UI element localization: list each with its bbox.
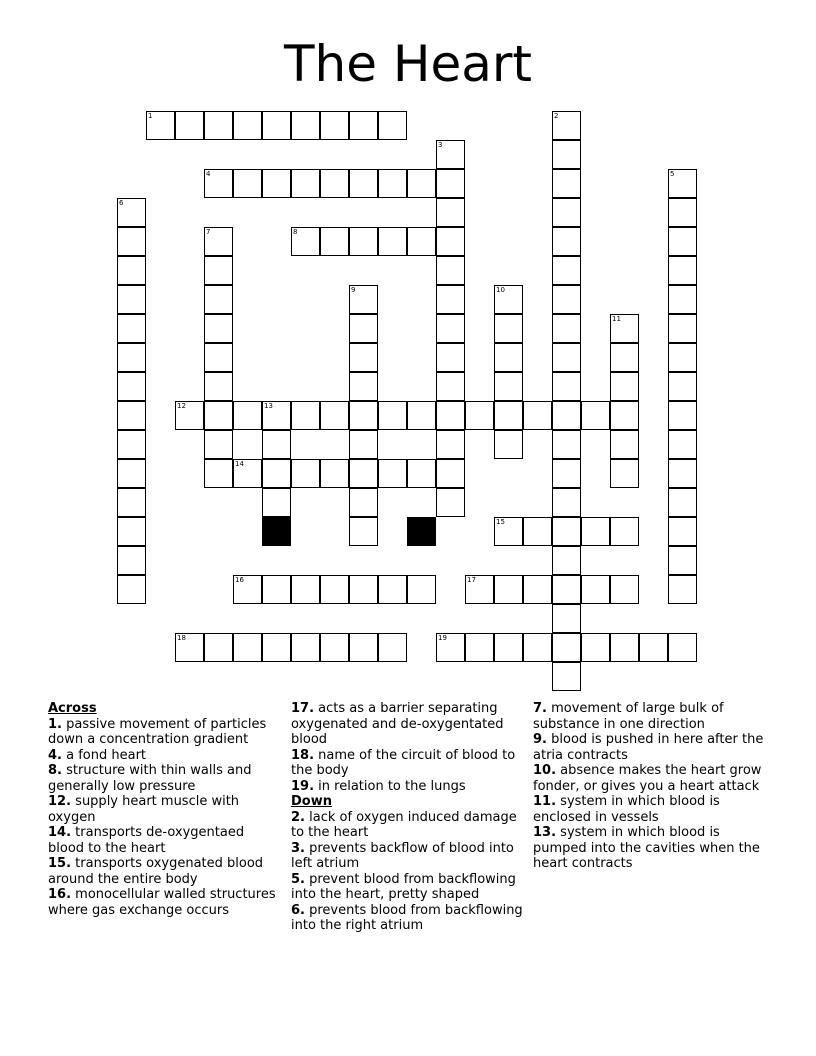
grid-cell[interactable] [668, 575, 697, 604]
grid-cell[interactable] [610, 633, 639, 662]
grid-cell[interactable] [262, 169, 291, 198]
grid-cell[interactable] [204, 111, 233, 140]
grid-cell[interactable] [552, 140, 581, 169]
grid-cell[interactable] [320, 575, 349, 604]
grid-cell[interactable] [117, 546, 146, 575]
grid-cell[interactable] [668, 343, 697, 372]
grid-cell[interactable] [523, 575, 552, 604]
grid-cell[interactable] [552, 662, 581, 691]
grid-cell[interactable] [117, 198, 146, 227]
clue-number: 18 [177, 634, 186, 642]
grid-cell[interactable] [117, 517, 146, 546]
grid-cell[interactable] [552, 285, 581, 314]
clue-item [533, 825, 769, 872]
grid-cell[interactable] [204, 314, 233, 343]
grid-cell[interactable] [349, 488, 378, 517]
grid-cell[interactable] [291, 227, 320, 256]
clue-text: prevent blood from backflowing into the heart, pretty shaped [291, 871, 516, 902]
grid-cell[interactable] [204, 256, 233, 285]
clue-label: 15. [48, 856, 72, 871]
grid-cell[interactable] [204, 401, 233, 430]
grid-cell[interactable] [378, 227, 407, 256]
puzzle-title: The Heart [283, 35, 533, 93]
grid-cell[interactable] [436, 198, 465, 227]
clue-item [48, 887, 278, 918]
clue-item [291, 841, 523, 872]
grid-cell[interactable] [494, 401, 523, 430]
grid-cell[interactable] [436, 256, 465, 285]
grid-cell[interactable] [523, 401, 552, 430]
grid-cell[interactable] [117, 459, 146, 488]
grid-cell[interactable] [436, 633, 465, 662]
grid-cell[interactable] [436, 169, 465, 198]
clue-text: passive movement of particles down a concentration gradient [48, 716, 267, 747]
grid-cell[interactable] [320, 633, 349, 662]
grid-cell[interactable] [552, 343, 581, 372]
grid-cell[interactable] [436, 285, 465, 314]
grid-cell[interactable] [117, 401, 146, 430]
clue-text: supply heart muscle with oxygen [48, 794, 240, 825]
grid-cell[interactable] [407, 459, 436, 488]
grid-cell[interactable] [610, 430, 639, 459]
grid-cell[interactable] [668, 633, 697, 662]
grid-cell[interactable] [378, 111, 407, 140]
clue-label: 5. [291, 871, 305, 887]
grid-cell[interactable] [436, 401, 465, 430]
clue-number: 6 [119, 199, 124, 207]
clue-label: 7. [533, 701, 547, 716]
clue-label: 1. [48, 716, 62, 732]
clue-label: 12. [48, 794, 72, 809]
clue-item [533, 732, 769, 763]
grid-cell[interactable] [436, 343, 465, 372]
clue-label: 16. [48, 887, 72, 902]
grid-cell[interactable] [175, 633, 204, 662]
grid-cell[interactable] [668, 488, 697, 517]
clue-text: prevents blood from backflowing into the right atrium [291, 902, 523, 933]
clue-item [48, 794, 278, 825]
clue-number: 13 [264, 402, 273, 410]
grid-cell[interactable] [552, 430, 581, 459]
clue-text: in relation to the lungs [318, 778, 466, 794]
clue-number: 16 [235, 576, 244, 584]
clue-number: 17 [467, 576, 476, 584]
grid-cell[interactable] [117, 256, 146, 285]
grid-cell[interactable] [436, 314, 465, 343]
grid-cell[interactable] [291, 459, 320, 488]
grid-cell[interactable] [349, 169, 378, 198]
grid-cell[interactable] [117, 285, 146, 314]
clue-item [48, 856, 278, 887]
grid-cell[interactable] [262, 633, 291, 662]
grid-cell[interactable] [552, 401, 581, 430]
grid-cell[interactable] [349, 459, 378, 488]
grid-cell[interactable] [552, 604, 581, 633]
grid-cell[interactable] [233, 575, 262, 604]
grid-cell[interactable] [465, 401, 494, 430]
grid-cell[interactable] [552, 198, 581, 227]
grid-cell[interactable] [320, 459, 349, 488]
grid-cell[interactable] [117, 488, 146, 517]
clue-number: 19 [438, 634, 447, 642]
grid-cell[interactable] [349, 430, 378, 459]
grid-cell[interactable] [494, 517, 523, 546]
clue-text: transports de-oxygentaed blood to the heart [48, 825, 245, 856]
grid-cell[interactable] [262, 111, 291, 140]
grid-cell[interactable] [117, 343, 146, 372]
grid-cell[interactable] [175, 111, 204, 140]
clue-item [291, 779, 523, 795]
grid-cell[interactable] [668, 430, 697, 459]
grid-cell[interactable] [668, 256, 697, 285]
clue-number: 12 [177, 402, 186, 410]
grid-cell[interactable] [610, 575, 639, 604]
grid-cell[interactable] [610, 401, 639, 430]
black-square [262, 517, 291, 546]
grid-cell[interactable] [668, 401, 697, 430]
grid-cell[interactable] [552, 111, 581, 140]
clue-item [48, 748, 278, 764]
grid-cell[interactable] [204, 633, 233, 662]
grid-cell[interactable] [436, 372, 465, 401]
clue-text: a fond heart [66, 747, 147, 763]
grid-cell[interactable] [581, 517, 610, 546]
clue-item [533, 701, 769, 732]
grid-cell[interactable] [523, 633, 552, 662]
grid-cell[interactable] [291, 575, 320, 604]
grid-cell[interactable] [494, 430, 523, 459]
clue-column-2 [291, 701, 523, 934]
clue-label: 6. [291, 902, 305, 918]
grid-cell[interactable] [146, 111, 175, 140]
clue-text: prevents backflow of blood into left atrium [291, 840, 514, 871]
grid-cell[interactable] [581, 633, 610, 662]
clue-column-1 [48, 701, 278, 918]
grid-cell[interactable] [668, 517, 697, 546]
grid-cell[interactable] [552, 459, 581, 488]
grid-cell[interactable] [378, 633, 407, 662]
clue-text: monocellular walled structures where gas exchange occurs [48, 887, 276, 918]
clue-number: 5 [670, 170, 675, 178]
grid-cell[interactable] [204, 372, 233, 401]
grid-cell[interactable] [262, 488, 291, 517]
grid-cell[interactable] [581, 575, 610, 604]
grid-cell[interactable] [436, 227, 465, 256]
grid-cell[interactable] [291, 169, 320, 198]
grid-cell[interactable] [117, 575, 146, 604]
grid-cell[interactable] [204, 343, 233, 372]
grid-cell[interactable] [349, 111, 378, 140]
grid-cell[interactable] [494, 314, 523, 343]
grid-cell[interactable] [465, 633, 494, 662]
grid-cell[interactable] [204, 169, 233, 198]
clue-text: acts as a barrier separating oxygenated and de-oxygentated blood [291, 701, 504, 747]
clue-text: lack of oxygen induced damage to the heart [291, 809, 517, 840]
grid-cell[interactable] [494, 633, 523, 662]
grid-cell[interactable] [262, 459, 291, 488]
clue-item [48, 717, 278, 748]
grid-cell[interactable] [320, 111, 349, 140]
clue-label: 4. [48, 747, 62, 763]
clue-item [291, 872, 523, 903]
clue-number: 2 [554, 112, 559, 120]
grid-cell[interactable] [233, 633, 262, 662]
grid-cell[interactable] [262, 430, 291, 459]
clue-number: 10 [496, 286, 505, 294]
grid-cell[interactable] [204, 227, 233, 256]
grid-cell[interactable] [610, 459, 639, 488]
grid-cell[interactable] [320, 169, 349, 198]
clue-item [533, 763, 769, 794]
grid-cell[interactable] [610, 314, 639, 343]
grid-cell[interactable] [552, 314, 581, 343]
grid-cell[interactable] [610, 517, 639, 546]
clue-item [291, 748, 523, 779]
grid-cell[interactable] [262, 575, 291, 604]
grid-cell[interactable] [552, 575, 581, 604]
grid-cell[interactable] [349, 227, 378, 256]
grid-cell[interactable] [407, 575, 436, 604]
grid-cell[interactable] [204, 285, 233, 314]
grid-cell[interactable] [349, 517, 378, 546]
grid-cell[interactable] [668, 198, 697, 227]
clue-label: 10. [533, 763, 557, 778]
clue-number: 11 [612, 315, 621, 323]
clue-item [291, 903, 523, 934]
clue-label: 19. [291, 778, 315, 794]
clue-label: 11. [533, 794, 557, 809]
black-square [407, 517, 436, 546]
clue-text: blood is pushed in here after the atria contracts [533, 732, 764, 763]
clue-number: 7 [206, 228, 211, 236]
grid-cell[interactable] [233, 111, 262, 140]
grid-cell[interactable] [378, 575, 407, 604]
grid-cell[interactable] [378, 459, 407, 488]
grid-cell[interactable] [494, 285, 523, 314]
grid-cell[interactable] [639, 633, 668, 662]
grid-cell[interactable] [668, 372, 697, 401]
grid-cell[interactable] [349, 372, 378, 401]
grid-cell[interactable] [552, 488, 581, 517]
clue-number: 9 [351, 286, 356, 294]
grid-cell[interactable] [407, 401, 436, 430]
clue-label: 17. [291, 701, 315, 716]
clue-number: 3 [438, 141, 443, 149]
grid-cell[interactable] [291, 111, 320, 140]
grid-cell[interactable] [581, 401, 610, 430]
grid-cell[interactable] [610, 343, 639, 372]
grid-cell[interactable] [668, 285, 697, 314]
clue-item [48, 763, 278, 794]
grid-cell[interactable] [494, 343, 523, 372]
grid-cell[interactable] [523, 517, 552, 546]
grid-cell[interactable] [349, 401, 378, 430]
grid-cell[interactable] [349, 343, 378, 372]
clue-item [291, 810, 523, 841]
clue-column-3 [533, 701, 769, 872]
grid-cell[interactable] [552, 169, 581, 198]
grid-cell[interactable] [320, 227, 349, 256]
clue-label: 8. [48, 763, 62, 778]
grid-cell[interactable] [291, 401, 320, 430]
grid-cell[interactable] [668, 169, 697, 198]
grid-cell[interactable] [349, 285, 378, 314]
grid-cell[interactable] [349, 314, 378, 343]
grid-cell[interactable] [668, 314, 697, 343]
grid-cell[interactable] [407, 227, 436, 256]
clue-number: 15 [496, 518, 505, 526]
across-heading: Across [48, 701, 97, 716]
clue-number: 1 [148, 112, 153, 120]
grid-cell[interactable] [378, 401, 407, 430]
clue-label: 2. [291, 809, 305, 825]
grid-cell[interactable] [349, 633, 378, 662]
clue-label: 9. [533, 732, 547, 747]
clue-label: 13. [533, 825, 557, 840]
grid-cell[interactable] [291, 633, 320, 662]
grid-cell[interactable] [436, 488, 465, 517]
grid-cell[interactable] [668, 227, 697, 256]
grid-cell[interactable] [117, 227, 146, 256]
clue-number: 8 [293, 228, 298, 236]
grid-cell[interactable] [320, 401, 349, 430]
grid-cell[interactable] [407, 169, 436, 198]
grid-cell[interactable] [262, 401, 291, 430]
down-heading: Down [291, 794, 332, 809]
grid-cell[interactable] [552, 256, 581, 285]
grid-cell[interactable] [117, 430, 146, 459]
grid-cell[interactable] [204, 459, 233, 488]
grid-cell[interactable] [552, 517, 581, 546]
grid-cell[interactable] [233, 459, 262, 488]
clue-item [291, 701, 523, 748]
clue-item [533, 794, 769, 825]
clue-label: 14. [48, 825, 72, 840]
grid-cell[interactable] [552, 633, 581, 662]
clue-label: 3. [291, 840, 305, 856]
grid-cell[interactable] [436, 430, 465, 459]
clue-text: system in which blood is enclosed in vessels [533, 794, 720, 825]
clue-text: absence makes the heart grow fonder, or gives you a heart attack [533, 763, 762, 794]
clue-item [48, 825, 278, 856]
grid-cell[interactable] [117, 372, 146, 401]
clue-text: system in which blood is pumped into the cavities when the heart contracts [533, 825, 760, 871]
grid-cell[interactable] [494, 575, 523, 604]
clue-label: 18. [291, 747, 315, 763]
grid-cell[interactable] [233, 401, 262, 430]
grid-cell[interactable] [204, 430, 233, 459]
clue-text: structure with thin walls and generally low pressure [48, 763, 252, 794]
grid-cell[interactable] [668, 459, 697, 488]
clue-number: 4 [206, 170, 211, 178]
clue-text: transports oxygenated blood around the entire body [48, 856, 264, 887]
clue-text: movement of large bulk of substance in one direction [533, 701, 724, 732]
grid-cell[interactable] [436, 459, 465, 488]
grid-cell[interactable] [436, 140, 465, 169]
clue-text: name of the circuit of blood to the body [291, 747, 516, 778]
grid-cell[interactable] [668, 546, 697, 575]
clue-number: 14 [235, 460, 244, 468]
grid-cell[interactable] [175, 401, 204, 430]
grid-cell[interactable] [552, 372, 581, 401]
grid-cell[interactable] [552, 227, 581, 256]
grid-cell[interactable] [378, 169, 407, 198]
grid-cell[interactable] [610, 372, 639, 401]
grid-cell[interactable] [465, 575, 494, 604]
grid-cell[interactable] [117, 314, 146, 343]
grid-cell[interactable] [552, 546, 581, 575]
grid-cell[interactable] [494, 372, 523, 401]
grid-cell[interactable] [349, 575, 378, 604]
grid-cell[interactable] [233, 169, 262, 198]
